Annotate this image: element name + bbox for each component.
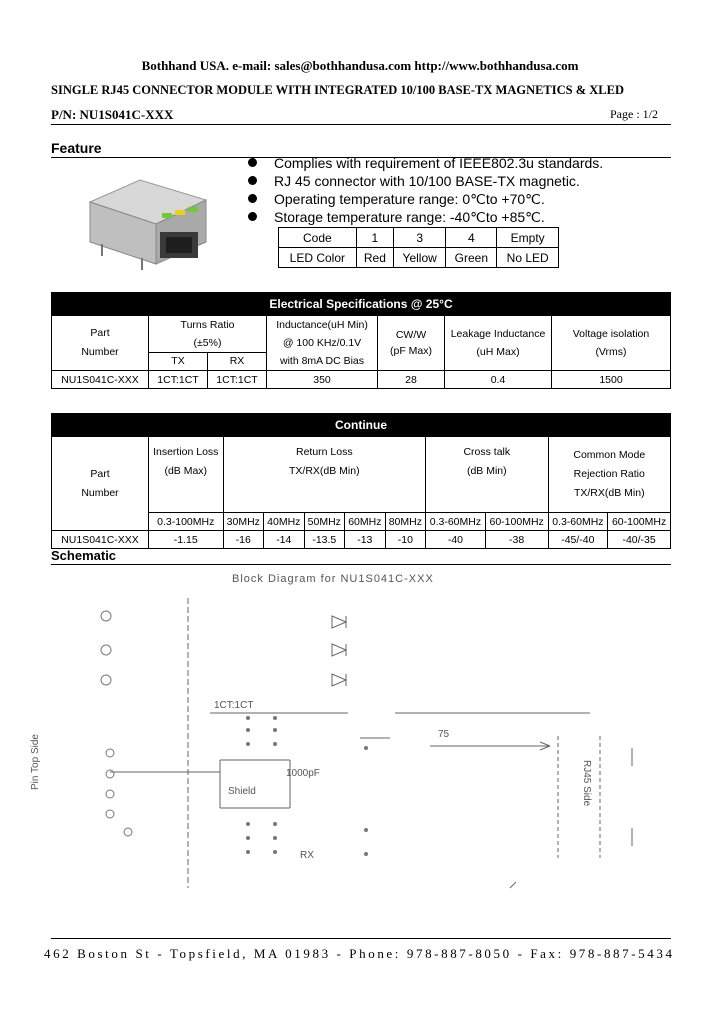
spec-cell: -14: [264, 531, 305, 549]
spec-cell: 28: [378, 371, 445, 389]
leakage-header: [445, 316, 552, 371]
cmrr-header: [548, 437, 670, 513]
spec-cell: -16: [223, 531, 264, 549]
spec-cell: NU1S041C-XXX: [52, 371, 149, 389]
leakage-label: Leakage Inductance: [450, 328, 546, 340]
crosstalk-label: (dB Min): [466, 465, 507, 477]
cww-label: CW/W: [395, 329, 427, 341]
spec-cell: -13: [345, 531, 386, 549]
rj45-connector-image: [82, 172, 212, 272]
feature-item: Operating temperature range: 0℃to +70℃.: [248, 190, 603, 208]
spec-cell: -45/-40: [548, 531, 608, 549]
part-number-header: [52, 437, 149, 531]
spec-cell: -38: [485, 531, 548, 549]
schematic-tx-label: 1CT:1CT: [214, 700, 254, 711]
led-code-cell: 3: [394, 228, 446, 248]
freq-header: 80MHz: [385, 513, 426, 531]
electrical-banner: Electrical Specifications @ 25°C: [52, 293, 671, 316]
led-code-cell: Code: [279, 228, 357, 248]
cmrr-label: Rejection Ratio: [573, 468, 645, 480]
spec-cell: 350: [267, 371, 378, 389]
crosstalk-label: Cross talk: [463, 446, 511, 458]
part-label: Part: [90, 467, 110, 480]
part-number-header: [52, 316, 149, 371]
freq-header: 60-100MHz: [485, 513, 548, 531]
contact-line: Bothhand USA. e-mail: sales@bothhandusa.com http://www.bothhandusa.com: [141, 58, 579, 73]
header-divider: [51, 124, 671, 125]
spec-cell: -40: [426, 531, 486, 549]
freq-header: 50MHz: [304, 513, 345, 531]
freq-header: 0.3-60MHz: [548, 513, 608, 531]
inductance-label: with 8mA DC Bias: [279, 355, 365, 367]
freq-header: 30MHz: [223, 513, 264, 531]
insertion-label: (dB Max): [164, 465, 208, 477]
schematic-heading: Schematic: [51, 548, 117, 563]
electrical-spec-table: [51, 292, 671, 389]
spec-cell: 1500: [552, 371, 671, 389]
part-number: P/N: NU1S041C-XXX: [51, 107, 174, 122]
feature-item: RJ 45 connector with 10/100 BASE-TX magnetic.: [248, 172, 603, 190]
turns-ratio-tolerance: (±5%): [149, 334, 267, 352]
led-code-table: [278, 227, 559, 268]
feature-list: [248, 154, 603, 226]
insertion-label: Insertion Loss: [153, 446, 219, 458]
continue-spec-table: [51, 413, 671, 549]
page-number: Page : 1/2: [610, 107, 658, 121]
spec-cell: -13.5: [304, 531, 345, 549]
inductance-header: [267, 316, 378, 371]
voltage-header: [552, 316, 671, 371]
feature-item: Storage temperature range: -40℃to +85℃.: [248, 208, 603, 226]
voltage-label: (Vrms): [595, 346, 627, 358]
freq-header: 60MHz: [345, 513, 386, 531]
return-label: Return Loss: [295, 446, 353, 458]
led-color-cell: Red: [356, 248, 393, 268]
spec-cell: -40/-35: [608, 531, 671, 549]
feature-heading: Feature: [51, 140, 102, 156]
part-label: Number: [81, 486, 119, 499]
cmrr-label: Common Mode: [573, 449, 646, 461]
led-color-cell: No LED: [497, 248, 559, 268]
freq-header: 0.3-60MHz: [426, 513, 486, 531]
footer-divider: [51, 938, 671, 939]
spec-cell: -1.15: [149, 531, 224, 549]
document-title: SINGLE RJ45 CONNECTOR MODULE WITH INTEGRATED 10/100 BASE-TX MAGNETICS & XLED: [51, 83, 625, 97]
footer-address: 462 Boston St - Topsfield, MA 01983 - Phone: 978-887-8050 - Fax: 978-887-5434: [44, 946, 675, 961]
led-code-cell: Empty: [497, 228, 559, 248]
continue-banner: Continue: [52, 414, 671, 437]
tx-header: TX: [149, 352, 208, 370]
inductance-label: @ 100 KHz/0.1V: [282, 337, 362, 349]
inductance-label: Inductance(uH Min): [276, 319, 368, 331]
schematic-shield-label: Shield: [228, 786, 256, 797]
turns-ratio-header: Turns Ratio: [149, 316, 267, 334]
part-label: Number: [81, 346, 119, 358]
spec-cell: 1CT:1CT: [208, 371, 267, 389]
part-label: Part: [90, 327, 110, 339]
schematic-divider: [51, 564, 671, 565]
cww-label: (pF Max): [390, 345, 432, 357]
insertion-loss-header: [149, 437, 224, 513]
schematic-title: Block Diagram for NU1S041C-XXX: [232, 573, 434, 585]
freq-header: 0.3-100MHz: [149, 513, 224, 531]
voltage-label: Voltage isolation: [572, 328, 650, 340]
led-code-cell: 1: [356, 228, 393, 248]
led-code-cell: 4: [446, 228, 497, 248]
rx-header: RX: [208, 352, 267, 370]
schematic-resistor-label: 75: [438, 729, 450, 740]
spec-cell: 1CT:1CT: [149, 371, 208, 389]
schematic-cap-label: 1000pF: [286, 768, 320, 779]
spec-cell: -10: [385, 531, 426, 549]
freq-header: 40MHz: [264, 513, 305, 531]
leakage-label: (uH Max): [476, 346, 520, 358]
feature-item: Complies with requirement of IEEE802.3u standards.: [248, 154, 603, 172]
spec-cell: 0.4: [445, 371, 552, 389]
freq-header: 60-100MHz: [608, 513, 671, 531]
schematic-rx-label: RX: [300, 850, 314, 861]
cww-header: [378, 316, 445, 371]
schematic-left-label: Pin Top Side: [30, 734, 41, 790]
crosstalk-header: [426, 437, 548, 513]
schematic-right-label: RJ45 Side: [581, 760, 592, 807]
led-color-cell: Green: [446, 248, 497, 268]
return-loss-header: [223, 437, 426, 513]
schematic-diagram: [70, 588, 670, 908]
led-color-cell: Yellow: [394, 248, 446, 268]
led-color-cell: LED Color: [279, 248, 357, 268]
cmrr-label: TX/RX(dB Min): [573, 487, 645, 499]
return-label: TX/RX(dB Min): [289, 465, 360, 477]
spec-cell: NU1S041C-XXX: [52, 531, 149, 549]
